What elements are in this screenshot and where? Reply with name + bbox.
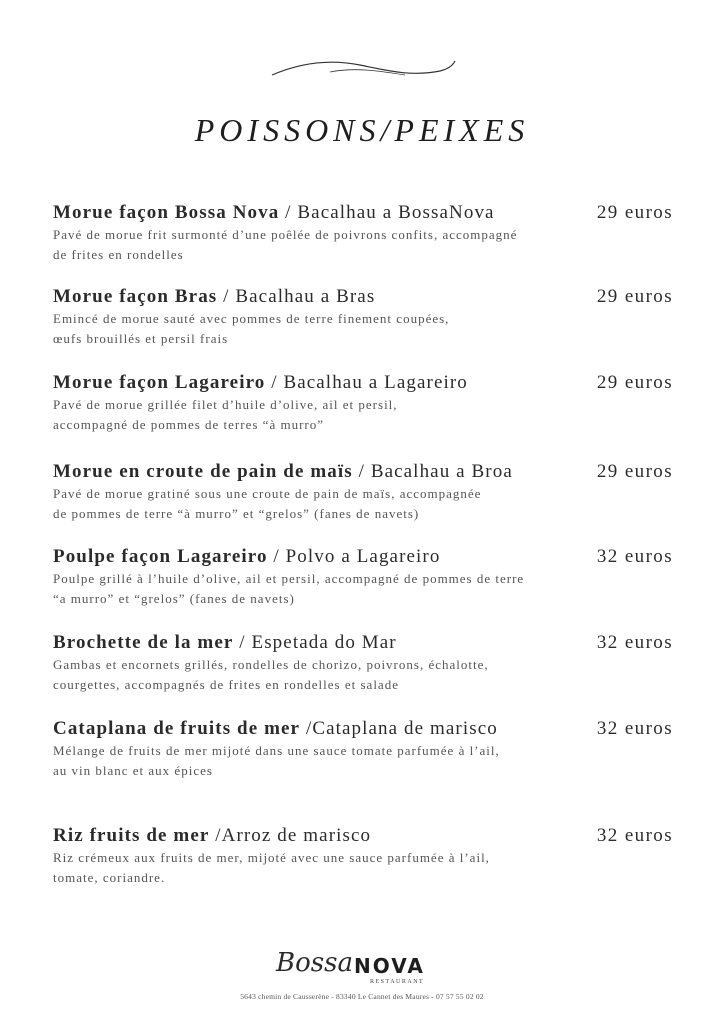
dish-price: 29 euros <box>596 202 673 223</box>
dish-name-fr: Morue en croute de pain de maïs <box>53 461 353 482</box>
dish-name-pt: / Bacalhau a Lagareiro <box>265 372 468 393</box>
dish-name-fr: Morue façon Bras <box>53 286 218 307</box>
restaurant-logo <box>272 948 452 988</box>
dish-price: 29 euros <box>596 461 673 482</box>
dish-name-pt: / Bacalhau a BossaNova <box>279 202 495 223</box>
menu-item <box>53 372 693 435</box>
dish-description: Poulpe grillé à l’huile d’olive, ail et persil, accompagné de pommes de terre “a murro” et “grelos” (fanes de navets) <box>53 571 525 606</box>
decorative-swoosh <box>270 55 456 87</box>
dish-name <box>53 461 513 483</box>
menu-item <box>53 202 693 265</box>
dish-description: Pavé de morue grillée filet d’huile d’olive, ail et persil, accompagné de pommes de terres “à murro” <box>53 397 398 432</box>
dish-name <box>53 372 468 394</box>
footer <box>0 948 724 1001</box>
dish-description: Riz crémeux aux fruits de mer, mijoté avec une sauce parfumée à l’ail, tomate, coriandre. <box>53 850 490 885</box>
logo-subtitle: RESTAURANT <box>370 979 425 985</box>
dish-description: Pavé de morue gratiné sous une croute de pain de maïs, accompagnée de pommes de terre “à murro” et “grelos” (fanes de navets) <box>53 486 482 521</box>
dish-name <box>53 825 371 847</box>
dish-name-pt: /Arroz de marisco <box>209 825 372 846</box>
dish-description: Pavé de morue frit surmonté d’une poêlée de poivrons confits, accompagné de frites en rondelles <box>53 227 518 262</box>
dish-name <box>53 632 397 654</box>
dish-name-fr: Brochette de la mer <box>53 632 234 653</box>
dish-name-fr: Morue façon Bossa Nova <box>53 202 280 223</box>
dish-name-fr: Cataplana de fruits de mer <box>53 718 301 739</box>
dish-name <box>53 718 498 740</box>
dish-price: 29 euros <box>596 286 673 307</box>
logo-bold-text: NOVA <box>354 954 425 978</box>
menu-item <box>53 286 693 349</box>
dish-price: 29 euros <box>596 372 673 393</box>
footer-address: 5643 chemin de Causserène - 83340 Le Cannet des Maures - 07 57 55 02 02 <box>240 992 484 1001</box>
dish-price: 32 euros <box>596 718 673 739</box>
logo-script-text: Bossa <box>276 948 353 978</box>
dish-name <box>53 286 375 308</box>
menu-item <box>53 632 693 695</box>
dish-name-pt: /Cataplana de marisco <box>300 718 498 739</box>
dish-name <box>53 546 440 568</box>
dish-price: 32 euros <box>596 546 673 567</box>
menu-item <box>53 718 693 781</box>
dish-name-fr: Riz fruits de mer <box>53 825 210 846</box>
dish-price: 32 euros <box>596 632 673 653</box>
dish-description: Gambas et encornets grillés, rondelles de chorizo, poivrons, échalotte, courgettes, accompagnés de frites en rondelles et salade <box>53 657 489 692</box>
dish-name-fr: Poulpe façon Lagareiro <box>53 546 268 567</box>
dish-name <box>53 202 495 224</box>
dish-description: Emincé de morue sauté avec pommes de terre finement coupées, œufs brouillés et persil frais <box>53 311 450 346</box>
dish-name-fr: Morue façon Lagareiro <box>53 372 266 393</box>
dish-name-pt: / Bacalhau a Broa <box>352 461 513 482</box>
dish-price: 32 euros <box>596 825 673 846</box>
menu-item <box>53 546 693 609</box>
dish-name-pt: / Espetada do Mar <box>233 632 397 653</box>
menu-item <box>53 825 693 888</box>
dish-name-pt: / Polvo a Lagareiro <box>267 546 441 567</box>
page-title: POISSONS/PEIXES <box>194 112 530 148</box>
dish-name-pt: / Bacalhau a Bras <box>217 286 376 307</box>
dish-description: Mélange de fruits de mer mijoté dans une sauce tomate parfumée à l’ail, au vin blanc et aux épices <box>53 743 500 778</box>
menu-item <box>53 461 693 524</box>
